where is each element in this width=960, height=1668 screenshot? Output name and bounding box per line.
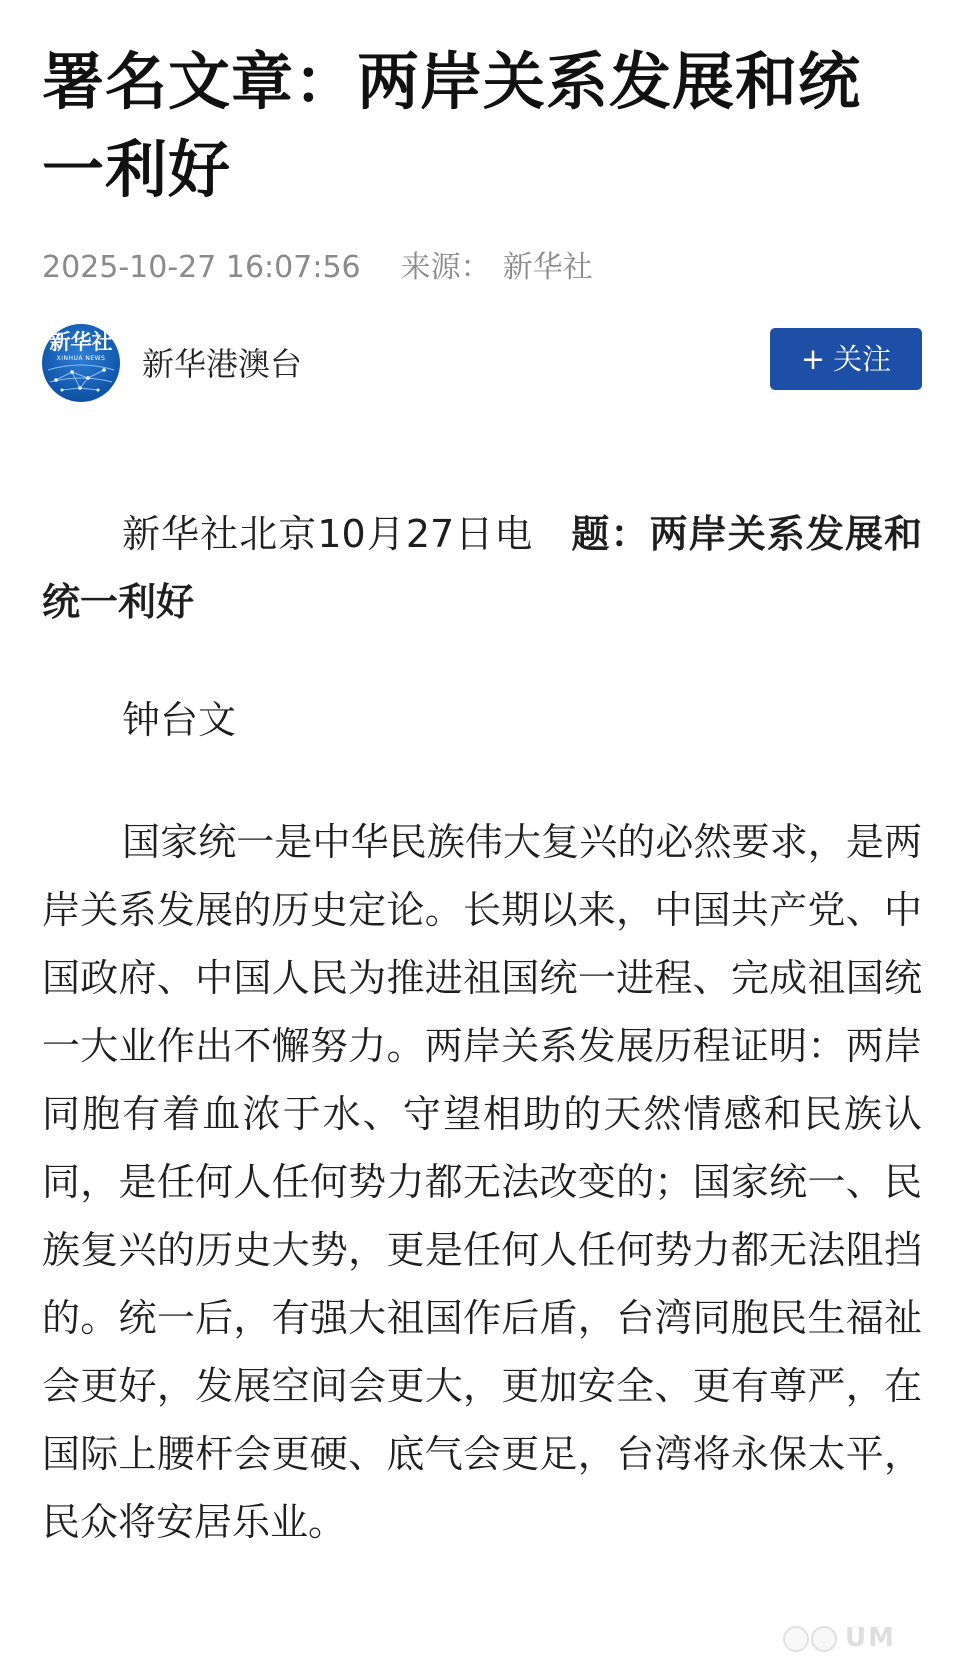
source-name: 新华社	[502, 250, 593, 285]
source-label: 来源：	[400, 250, 491, 285]
article-title: 署名文章：两岸关系发展和统一利好	[42, 45, 862, 206]
follow-label: 关注	[833, 342, 892, 376]
author-avatar[interactable]	[42, 324, 120, 402]
follow-button[interactable]	[770, 328, 922, 390]
plus-icon: +	[800, 342, 826, 376]
watermark-circle-icon	[783, 1626, 809, 1652]
watermark	[783, 1620, 948, 1656]
article-meta	[42, 248, 922, 288]
watermark-mark: UM	[845, 1623, 896, 1653]
watermark-circle-icon	[811, 1626, 837, 1652]
author-row	[42, 324, 922, 404]
body-paragraph: 国家统一是中华民族伟大复兴的必然要求，是两岸关系发展的历史定论。长期以来，中国共产党、中国政府、中国人民为推进祖国统一进程、完成祖国统一大业作出不懈努力。两岸关系发展历程证明：两岸同胞有着血浓于水、守望相助的天然情感和民族认同，是任何人任何势力都无法改变的；国家统一、民族复兴的历史大势，更是任何人任何势力都无法阻挡的。统一后，有强大祖国作后盾，台湾同胞民生福祉会更好，发展空间会更大，更加安全、更有尊严，在国际上腰杆会更硬、底气会更足，台湾将永保太平，民众将安居乐业。	[42, 820, 922, 1544]
author-name[interactable]: 新华港澳台	[142, 345, 303, 383]
dateline: 新华社北京10月27日电	[122, 512, 534, 556]
publish-datetime: 2025-10-27 16:07:56	[42, 250, 361, 285]
byline: 钟台文	[122, 698, 237, 742]
avatar-logo-text: 新华社	[49, 329, 113, 354]
article-body	[42, 500, 922, 1556]
article	[42, 0, 922, 1556]
dateline-paragraph	[42, 500, 922, 636]
avatar-logo-subtext: XINHUA NEWS	[56, 355, 106, 362]
article-headline: 题：两岸关系发展和统一利好	[42, 512, 922, 624]
